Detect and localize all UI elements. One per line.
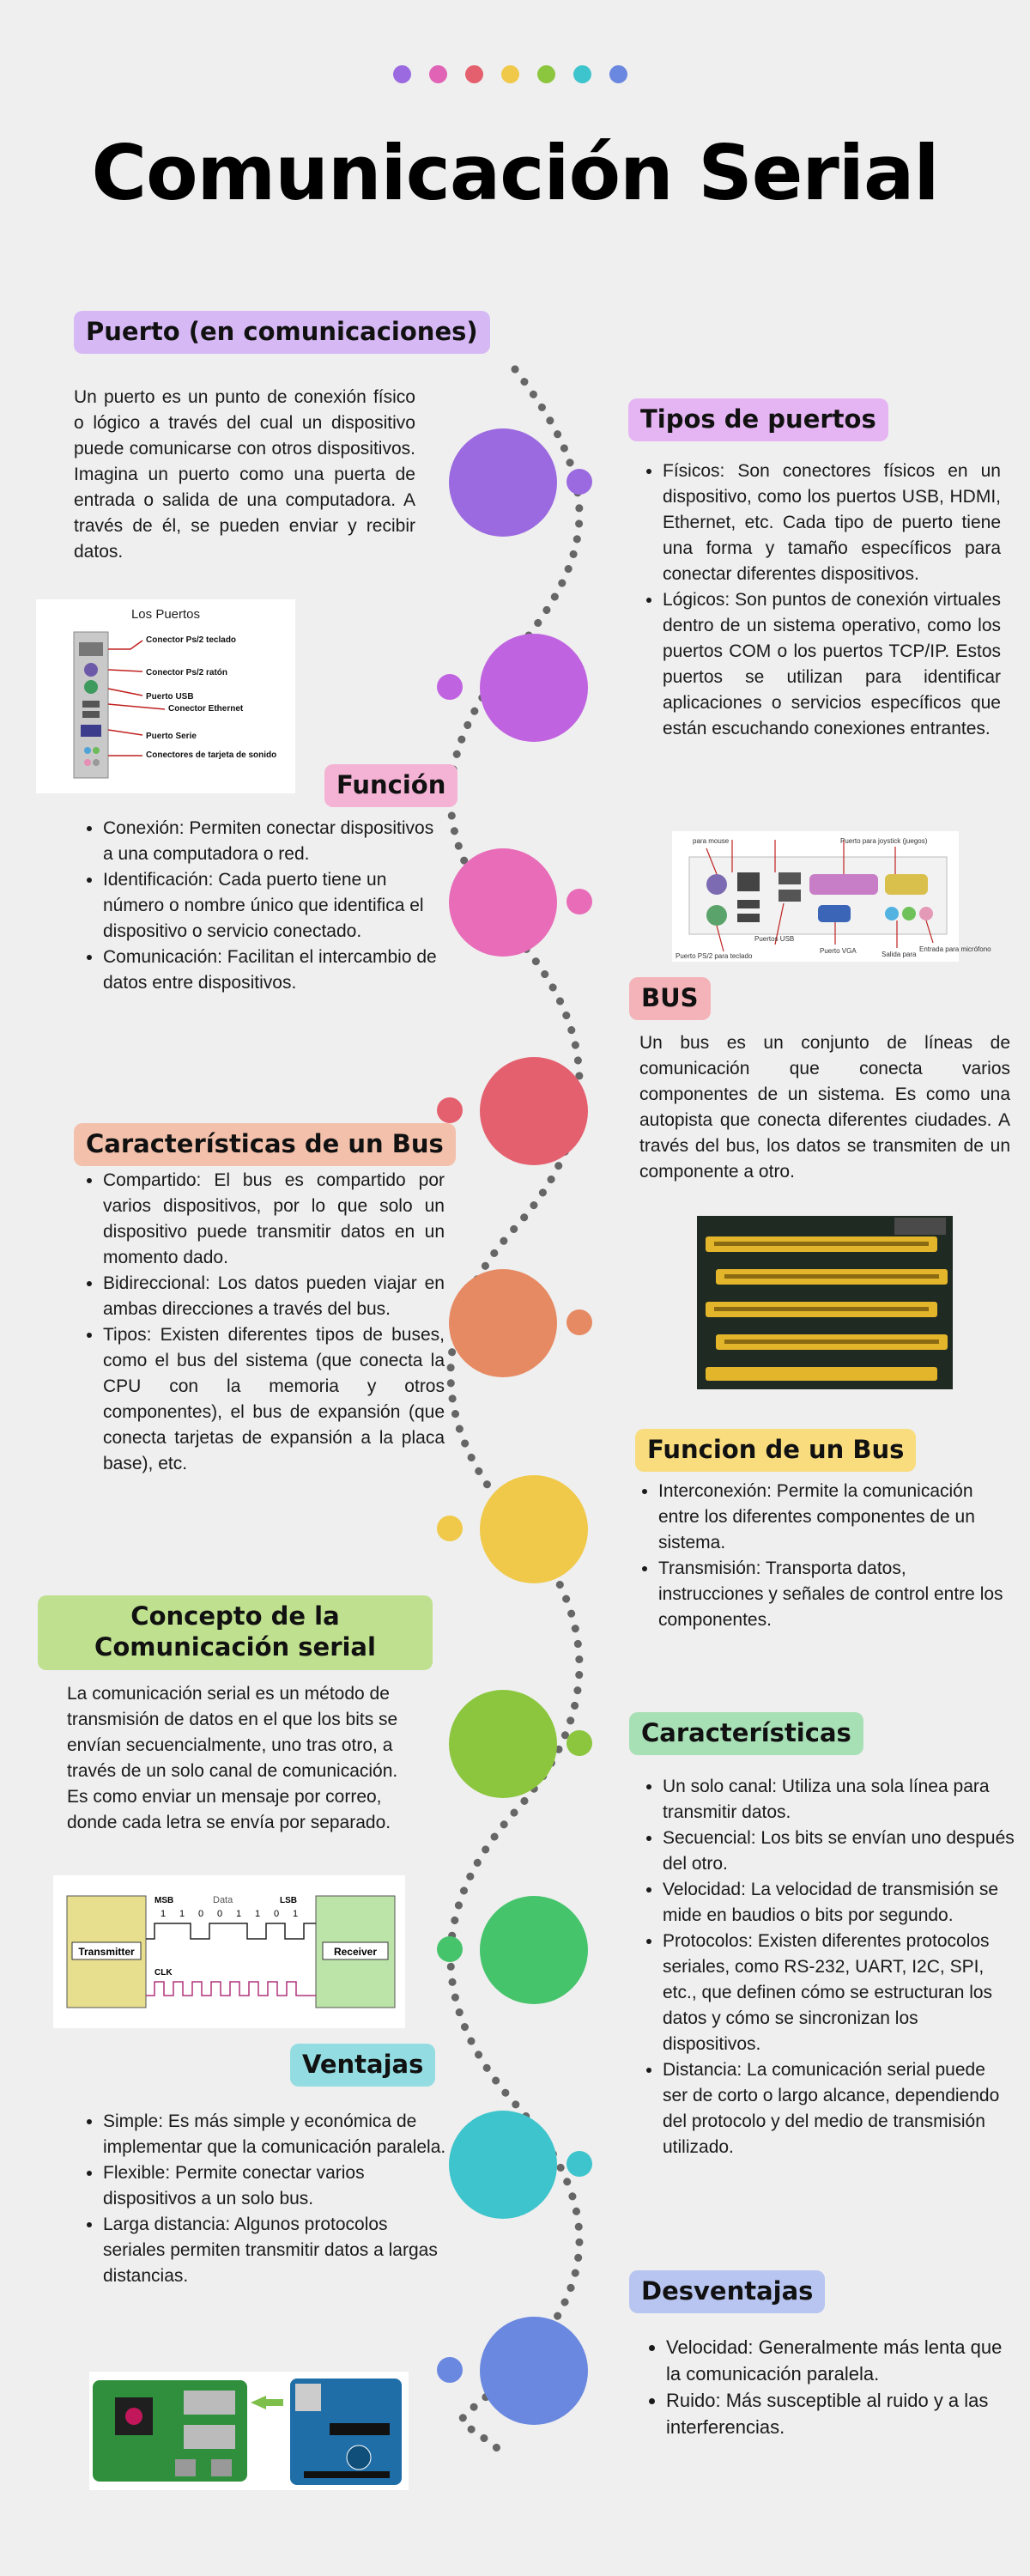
- puertos-label: Conector Ethernet: [168, 704, 244, 714]
- heading-funcion: Función: [324, 764, 457, 807]
- timeline-dot-red: [437, 1097, 463, 1123]
- list-item: • Flexible: Permite conectar varios dispositivos a un solo bus.: [103, 2160, 446, 2212]
- puertos-label: Conector Ps/2 ratón: [146, 668, 228, 677]
- list-item: • Secuencial: Los bits se envían uno después del otro.: [663, 1826, 1015, 1877]
- boards-illustration: [89, 2372, 409, 2490]
- boards-photo: [89, 2372, 409, 2490]
- list-item: • Velocidad: La velocidad de transmisión se mide en baudios o bits por segundo.: [663, 1877, 1015, 1929]
- serial-diagram: [53, 1875, 405, 2028]
- bus-photo: [697, 1216, 953, 1389]
- ports-diagram: [672, 831, 991, 962]
- heading-puerto: Puerto (en comunicaciones): [74, 311, 490, 354]
- bus-slots-illustration: [697, 1216, 953, 1389]
- puertos-image: [36, 599, 295, 793]
- list-item: • Tipos: Existen diferentes tipos de buses, como el bus del sistema (que conecta la CPU con la memoria y otros componentes), el bus de expansión (que conecta tarjetas de expansión a la placa base), etc.: [103, 1322, 445, 1477]
- bit-label: 1: [254, 1909, 261, 1919]
- bit-label: 1: [179, 1909, 185, 1919]
- puertos-label: Puerto USB: [146, 692, 194, 702]
- list-item: • Compartido: El bus es compartido por varios dispositivos, por lo que solo un dispositivo puede transmitir datos en un momento dado.: [103, 1168, 445, 1271]
- page-title: Comunicación Serial: [91, 129, 939, 217]
- bit-label: 0: [216, 1909, 223, 1919]
- ports-photo-label: Puerto PS/2 para teclado: [676, 952, 753, 960]
- timeline-circle-cyan: [449, 2111, 557, 2219]
- bit-label: 1: [235, 1909, 242, 1919]
- heading-bus: BUS: [629, 977, 711, 1020]
- bus-text: Un bus es un conjunto de líneas de comunicación que conecta varios componentes de un sistema. Es como una autopista que conecta diferentes ciudades. A través del bus, los datos se transmiten de un componente a otro.: [639, 1033, 1010, 1182]
- desventajas-list: [637, 2334, 1018, 2440]
- list-item: • Simple: Es más simple y económica de implementar que la comunicación paralela.: [103, 2109, 446, 2160]
- data-label: Data: [213, 1895, 233, 1905]
- timeline-circle-pink: [449, 848, 557, 957]
- timeline-circle-green: [449, 1690, 557, 1798]
- timeline-dot-green: [566, 1730, 592, 1756]
- bit-label: 1: [160, 1909, 167, 1919]
- list-item: • Bidireccional: Los datos pueden viajar en ambas direcciones a través del bus.: [103, 1271, 445, 1322]
- caracteristicas-bus-list: [74, 1168, 445, 1477]
- timeline-dot-yellow: [437, 1516, 463, 1541]
- ports-photo-label: Puertos USB: [754, 935, 795, 943]
- ventajas-list: [74, 2109, 446, 2289]
- heading-ventajas: Ventajas: [290, 2044, 435, 2087]
- timeline-circle-violet: [480, 634, 588, 742]
- list-item: • Identificación: Cada puerto tiene un número o nombre único que identifica el dispositivo o servicio conectado.: [103, 867, 446, 945]
- funcion-bus-list: [629, 1479, 1010, 1633]
- list-item: • Lógicos: Son puntos de conexión virtuales dentro de un sistema operativo, como los puertos COM o los puertos TCP/IP. Estos puertos se utilizan para identificar aplicaciones o servicios específicos que están escuchando conexiones entrantes.: [663, 587, 1001, 742]
- funcion-list: [74, 816, 446, 996]
- lsb-label: LSB: [280, 1896, 297, 1905]
- timeline-dot-blue: [437, 2357, 463, 2383]
- list-item: • Conexión: Permiten conectar dispositivos a una computadora o red.: [103, 816, 446, 867]
- ports-photo-label: Salida para: [882, 951, 917, 958]
- list-item: • Comunicación: Facilitan el intercambio de datos entre dispositivos.: [103, 945, 446, 996]
- list-item: • Distancia: La comunicación serial puede ser de corto o largo alcance, dependiendo del protocolo y del medio de transmisión utilizado.: [663, 2057, 1015, 2160]
- tipos-list: [633, 459, 1001, 742]
- list-item: • Físicos: Son conectores físicos en un dispositivo, como los puertos USB, HDMI, Ethernet, etc. Cada tipo de puerto tiene una forma y tamaño específicos para conectar diferentes dispositivos.: [663, 459, 1001, 587]
- list-item: • Transmisión: Transporta datos, instrucciones y señales de control entre los componentes.: [658, 1556, 1010, 1633]
- timeline-dot-purple: [566, 469, 592, 495]
- clk-label: CLK: [154, 1968, 173, 1978]
- list-item: • Larga distancia: Algunos protocolos seriales permiten transmitir datos a largas distancias.: [103, 2212, 446, 2289]
- puertos-label: Puerto Serie: [146, 732, 197, 741]
- list-item: • Un solo canal: Utiliza una sola línea para transmitir datos.: [663, 1774, 1015, 1826]
- puertos-label: Conector Ps/2 teclado: [146, 635, 237, 645]
- caracteristicas-list: [633, 1774, 1015, 2160]
- bit-label: 0: [273, 1909, 280, 1919]
- timeline-dot-violet: [437, 674, 463, 700]
- heading-caracteristicas: Características: [629, 1712, 863, 1755]
- puertos-label: Conectores de tarjeta de sonido: [146, 750, 277, 760]
- concepto-text: La comunicación serial es un método de transmisión de datos en el que los bits se envían secuencialmente, uno tras otro, a través de un solo canal de comunicación. Es como enviar un mensaje por correo, donde cada letra se envía por separado.: [67, 1684, 398, 1832]
- list-item: • Velocidad: Generalmente más lenta que la comunicación paralela.: [666, 2334, 1018, 2387]
- heading-tipos: Tipos de puertos: [628, 398, 888, 441]
- receiver-label: Receiver: [333, 1946, 378, 1958]
- list-item: • Ruido: Más susceptible al ruido y a las interferencias.: [666, 2387, 1018, 2440]
- bit-label: 0: [197, 1909, 204, 1919]
- timeline-dot-orange: [566, 1309, 592, 1335]
- puertos-diagram: [36, 599, 295, 793]
- timeline-dot-emerald: [437, 1936, 463, 1962]
- ports-photo-label: Puerto VGA: [820, 947, 857, 955]
- list-item: • Interconexión: Permite la comunicación entre los diferentes componentes de un sistema.: [658, 1479, 1010, 1556]
- timeline-circle-yellow: [480, 1475, 588, 1583]
- timeline-dot-cyan: [566, 2151, 592, 2177]
- bit-label: 1: [292, 1909, 299, 1919]
- list-item: • Protocolos: Existen diferentes protocolos seriales, como RS-232, UART, I2C, SPI, etc., que definen cómo se estructuran los datos y cómo se sincronizan los dispositivos.: [663, 1929, 1015, 2057]
- timeline-circle-blue: [480, 2317, 588, 2425]
- puertos-image-title: Los Puertos: [130, 607, 201, 622]
- puerto-text: Un puerto es un punto de conexión físico o lógico a través del cual un dispositivo puede comunicarse con otros dispositivos. Imagina un puerto como una puerta de entrada o salida de una computadora. A través de él, se pueden enviar y recibir datos.: [74, 387, 415, 562]
- msb-label: MSB: [154, 1896, 174, 1905]
- timeline-circle-emerald: [480, 1896, 588, 2004]
- transmitter-label: Transmitter: [78, 1946, 135, 1958]
- ports-photo-label: para mouse: [693, 837, 730, 845]
- ports-photo-label: Entrada para micrófono: [919, 945, 991, 953]
- ports-photo-label: Puerto para joystick (juegos): [840, 837, 928, 845]
- serial-transmission-diagram: [53, 1875, 405, 2028]
- timeline-circle-orange: [449, 1269, 557, 1377]
- heading-concepto: Concepto de la Comunicación serial: [38, 1595, 433, 1670]
- heading-funcion-bus: Funcion de un Bus: [635, 1429, 916, 1472]
- heading-caracteristicas-bus: Características de un Bus: [74, 1123, 456, 1166]
- timeline-circle-purple: [449, 428, 557, 537]
- ports-photo: [672, 831, 991, 962]
- heading-desventajas: Desventajas: [629, 2270, 825, 2313]
- timeline-circle-red: [480, 1057, 588, 1165]
- timeline-dot-pink: [566, 889, 592, 914]
